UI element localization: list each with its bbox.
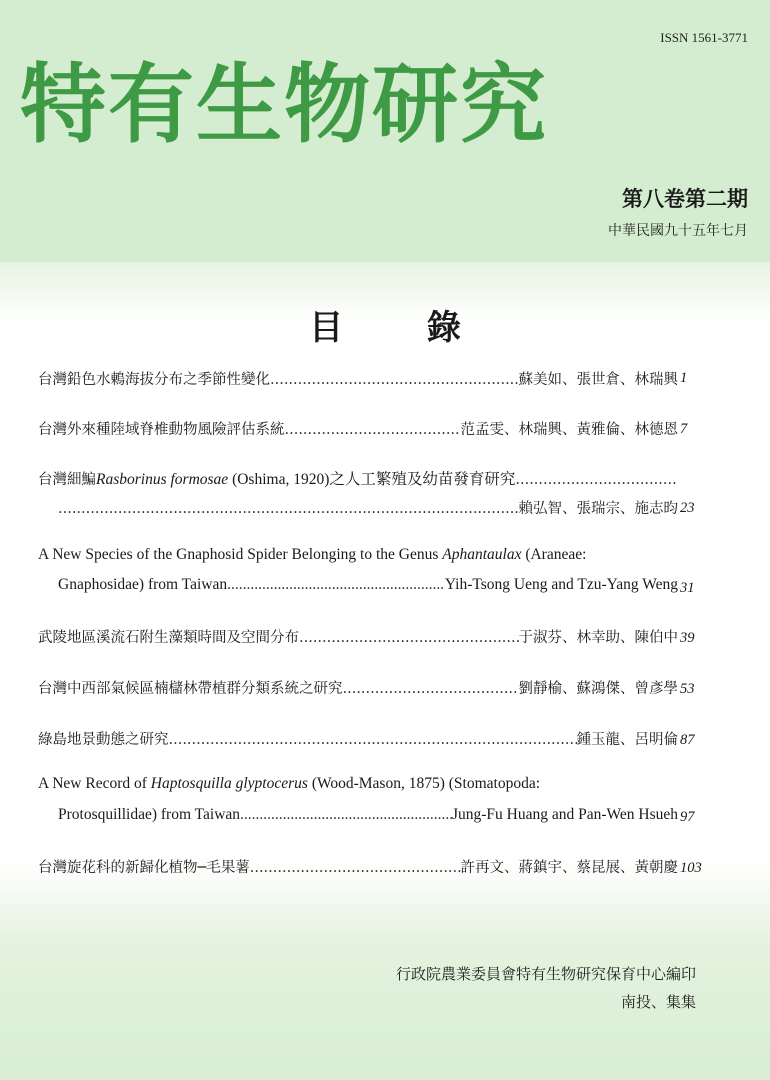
toc-entry[interactable]: [38, 856, 678, 880]
toc-entry-title-start: A New Species of the Gnaphosid Spider Belonging to the Genus Aphantaulax (Araneae:: [38, 546, 587, 563]
toc-entry[interactable]: [38, 467, 678, 491]
toc-entry-title: 台灣中西部氣候區楠櫧林帶植群分類系統之研究: [38, 681, 343, 697]
toc-entry-title: 台灣旋花科的新歸化植物─毛果薯: [38, 860, 250, 876]
leader-dots: [227, 576, 445, 594]
toc-entry-title: 綠島地景動態之研究: [38, 732, 169, 748]
toc-entry-title: 台灣外來種陸域脊椎動物風險評估系統: [38, 422, 285, 438]
species-name: Haptosquilla glyptocerus: [150, 775, 308, 792]
toc-entry-page: 103: [680, 860, 702, 876]
toc-entry-page: 31: [680, 580, 695, 596]
toc-entry-page: 97: [680, 809, 695, 825]
toc-entry-authors: Jung-Fu Huang and Pan-Wen Hsueh: [451, 806, 678, 823]
toc-entry-authors: 范孟雯、林瑞興、黃雅倫、林德恩: [460, 422, 678, 438]
publisher-name: 行政院農業委員會特有生物研究保育中心編印: [395, 965, 696, 983]
leader-dots: [515, 472, 678, 488]
toc-entry[interactable]: [38, 418, 678, 442]
leader-dots: [285, 422, 461, 438]
toc-entry-page: 1: [680, 370, 688, 386]
toc-entry-page: 87: [680, 732, 695, 748]
toc-entry-authors: 許再文、蔣鎮宇、蔡昆展、黃朝慶: [460, 860, 678, 876]
toc-entry[interactable]: [38, 775, 678, 799]
toc-entry[interactable]: [38, 368, 678, 392]
toc-entry-authors: 鍾玉龍、呂明倫: [576, 732, 678, 748]
toc-entry-authors: Yih-Tsong Ueng and Tzu-Yang Weng: [444, 576, 678, 593]
toc-entry-authors: 于淑芬、林幸助、陳伯中: [518, 630, 678, 646]
toc-entry-page: 39: [680, 630, 695, 646]
toc-entry-title: Gnaphosidae) from Taiwan: [58, 576, 228, 593]
leader-dots: [299, 630, 519, 646]
toc-entry[interactable]: [38, 626, 678, 650]
journal-title: 特有生物研究: [20, 55, 548, 155]
toc-entry-authors: 蘇美如、張世倉、林瑞興: [518, 372, 678, 388]
issn-number: ISSN 1561-3771: [660, 30, 748, 45]
species-name: Rasborinus formosae: [96, 471, 229, 488]
toc-entry-page: 7: [680, 421, 688, 437]
toc-entry[interactable]: [38, 677, 678, 701]
toc-entry-title: 武陵地區溪流石附生藻類時間及空間分布: [38, 630, 299, 646]
leader-dots: [169, 732, 577, 748]
toc-entry[interactable]: [38, 546, 678, 570]
leader-dots: [58, 501, 519, 517]
genus-name: Aphantaulax: [442, 546, 522, 563]
toc-heading: 目 錄: [309, 308, 497, 348]
publication-date: 中華民國九十五年七月: [608, 223, 748, 239]
toc-entry-title: 台灣鉛色水鶇海拔分布之季節性變化: [38, 372, 270, 388]
toc-entry-page: 53: [680, 681, 695, 697]
toc-entry-continuation[interactable]: [58, 576, 678, 600]
toc-entry-page: 23: [680, 500, 695, 516]
toc-entry-title: Protosquillidae) from Taiwan: [58, 806, 241, 823]
toc-entry-title-start: A New Record of Haptosquilla glyptocerus (Wood-Mason, 1875) (Stomatopoda:: [38, 775, 541, 792]
leader-dots: [240, 806, 452, 824]
leader-dots: [270, 372, 519, 388]
toc-entry-authors: 劉靜榆、蘇鴻傑、曾彥學: [518, 681, 678, 697]
leader-dots: [343, 681, 519, 697]
publisher-location: 南投、集集: [620, 993, 696, 1011]
toc-entry-continuation[interactable]: [58, 497, 678, 521]
toc-entry-title-start: 台灣細鯿Rasborinus formosae (Oshima, 1920)之人工繁殖及幼苗發育研究: [38, 471, 516, 488]
toc-entry-authors: 賴弘智、張瑞宗、施志昀: [518, 501, 678, 517]
toc-entry[interactable]: [38, 728, 678, 752]
toc-entry-continuation[interactable]: [58, 806, 678, 830]
volume-issue: 第八卷第二期: [622, 186, 748, 211]
leader-dots: [250, 860, 461, 876]
